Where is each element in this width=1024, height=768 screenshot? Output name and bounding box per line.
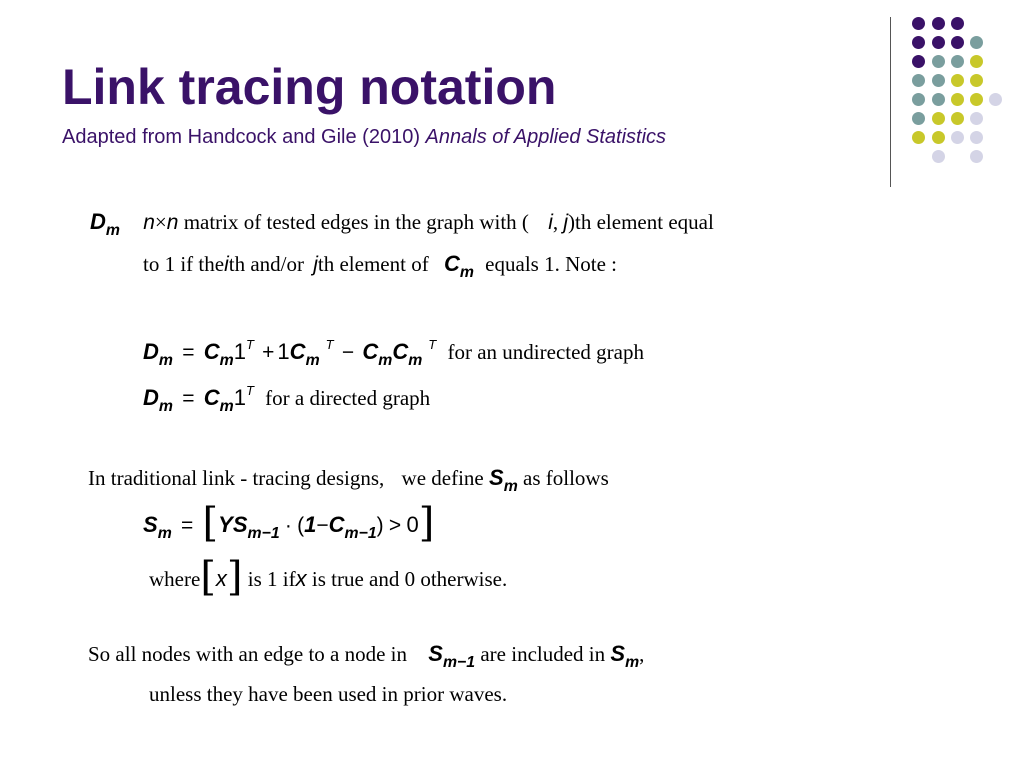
dm-symbol: $D_m$ xyxy=(90,209,120,240)
j-index: j xyxy=(563,211,569,234)
line2-d: equals 1. Note : xyxy=(485,252,617,276)
where-line: where[x] is 1 ifx is true and 0 otherwise. xyxy=(149,554,508,600)
decorative-dot xyxy=(932,112,945,125)
decorative-dot xyxy=(932,36,945,49)
sm-symbol: $S_m$ xyxy=(489,465,518,496)
decorative-dot xyxy=(912,17,925,30)
dm-definition-line1 xyxy=(90,209,714,240)
comma: , xyxy=(552,210,559,234)
decorative-dot xyxy=(932,150,945,163)
decorative-dot xyxy=(932,17,945,30)
decorative-dot xyxy=(970,131,983,144)
decorative-dot xyxy=(912,131,925,144)
traditional-intro: In traditional link - tracing designs, we define $S_m$ as follows xyxy=(88,465,609,496)
decorative-dot xyxy=(951,17,964,30)
dm-line1-text: matrix of tested edges in the graph with ( xyxy=(183,210,529,234)
cm-symbol: $C_m$ xyxy=(443,251,474,282)
sm-equation: $S_m = [YS_{m-1} \cdot (1-C_{m-1}) > 0]$ xyxy=(143,500,435,546)
decorative-dot xyxy=(912,55,925,68)
i-index-2: i xyxy=(224,253,229,276)
line2-c: th element of xyxy=(317,252,429,276)
decorative-dot xyxy=(951,131,964,144)
decorative-dot xyxy=(970,112,983,125)
decorative-dot xyxy=(912,74,925,87)
decorative-dot xyxy=(989,93,1002,106)
line2-b: th and/or xyxy=(228,252,304,276)
i-index: i xyxy=(548,211,553,234)
directed-equation: $D_m = C_m1^T$ for a directed graph xyxy=(143,383,431,416)
decorative-dot xyxy=(932,131,945,144)
n-a: n xyxy=(143,211,155,234)
decorative-dot xyxy=(951,112,964,125)
subtitle-source: Adapted from Handcock and Gile (2010) xyxy=(62,126,420,148)
dm-line1-end: )th element equal xyxy=(568,210,714,234)
decorative-dot xyxy=(951,93,964,106)
conclusion-line2: unless they have been used in prior waves. xyxy=(149,682,508,706)
conclusion-line1: So all nodes with an edge to a node in $S_{m-1}$ are included in $S_m$, xyxy=(88,641,645,672)
decorative-dot xyxy=(912,112,925,125)
decorative-dot xyxy=(951,55,964,68)
decorative-dot xyxy=(970,36,983,49)
decorative-dot xyxy=(951,74,964,87)
decorative-dot xyxy=(970,150,983,163)
undirected-equation: $D_m = C_m1^T + 1C_m^T - C_mC_m^T$ for an undirected graph xyxy=(143,337,644,370)
decorative-dot xyxy=(970,93,983,106)
decorative-dot xyxy=(951,36,964,49)
decorative-dot xyxy=(970,74,983,87)
n-b: n xyxy=(166,211,179,234)
decorative-dot xyxy=(932,55,945,68)
decorative-dot xyxy=(932,93,945,106)
decorative-dot xyxy=(912,36,925,49)
subtitle-journal: Annals of Applied Statistics xyxy=(425,126,667,148)
decorative-divider xyxy=(890,17,891,187)
decorative-dot xyxy=(970,55,983,68)
slide-subtitle xyxy=(62,126,666,149)
line2-a: to 1 if the xyxy=(143,252,225,276)
slide-title: Link tracing notation xyxy=(62,59,557,115)
directed-label: for a directed graph xyxy=(265,386,431,410)
decorative-dot xyxy=(932,74,945,87)
j-index-2: j xyxy=(313,253,318,276)
dm-definition-line2 xyxy=(143,251,617,282)
times-symbol: × xyxy=(154,210,167,234)
decorative-dot xyxy=(912,93,925,106)
undirected-label: for an undirected graph xyxy=(447,340,644,364)
